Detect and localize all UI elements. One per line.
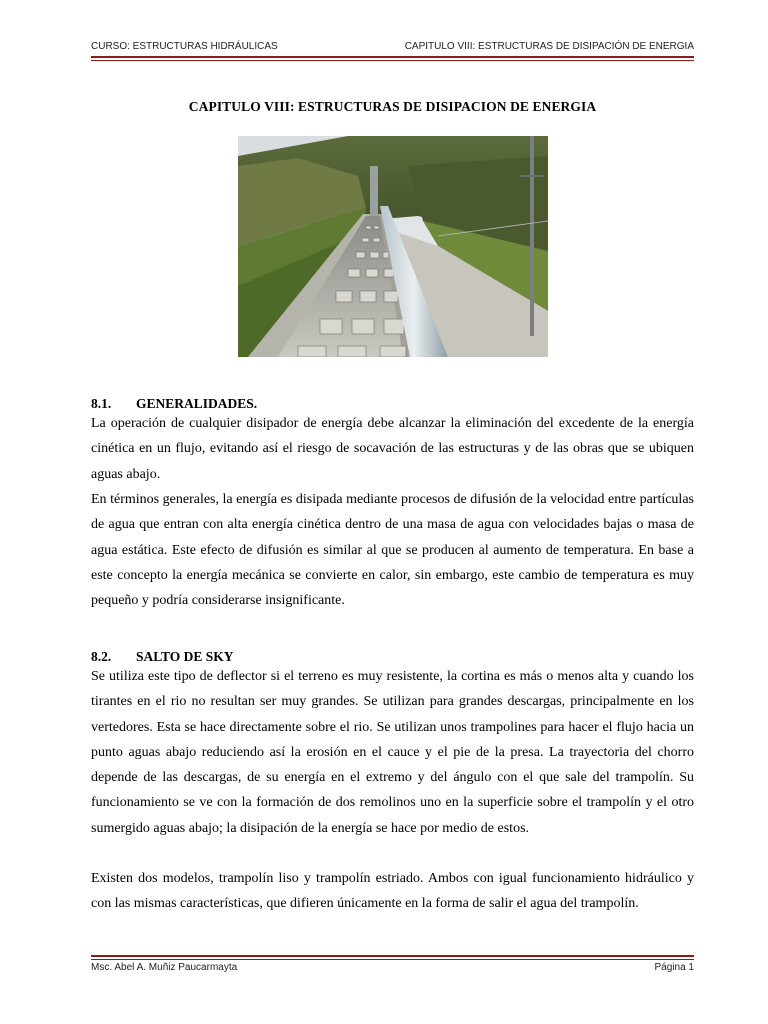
page-title: CAPITULO VIII: ESTRUCTURAS DE DISIPACION DE ENERGIA [188, 99, 597, 114]
header-rule [91, 56, 694, 58]
footer-author: Msc. Abel A. Muñiz Paucarmayta [91, 962, 238, 973]
paragraph: Se utiliza este tipo de deflector si el terreno es muy resistente, la cortina es más o menos alta y cuando los tirantes en el rio no resultan ser muy grandes. Se utilizan para grandes descargas, principalmente en los vertedores. Esta se hace directamente sobre el rio. Se utilizan unos trampolines para hacer el flujo hacia un punto aguas abajo reduciendo así la erosión en el cauce y el pie de la presa. La trayectoria del chorro depende de las descargas, de su energía en el extremo y del ángulo con el que sale del trampolín. Su funcionamiento se ve con la formación de dos remolinos uno en la superficie sobre el trampolín y el otro sumergido aguas abajo; la disipación de la energía se hace por medio de estos. [91, 669, 694, 836]
footer-rule-thin [91, 959, 694, 960]
header-course: CURSO: ESTRUCTURAS HIDRÁULICAS [91, 41, 278, 52]
footer-rule [91, 955, 694, 957]
page-number: Página 1 [654, 962, 694, 973]
section-heading-8-1 [91, 396, 257, 412]
paragraph: En términos generales, la energía es disipada mediante procesos de difusión de la velocidad entre partículas de agua que entran con alta energía cinética dentro de una masa de agua con velocidades bajas o masa de agua estática. Este efecto de difusión es similar al que se producen al aumento de temperatura. En base a este concepto la energía mecánica se convierte en calor, sin embargo, este cambio de temperatura es muy pequeño y podría considerarse insignificante. [91, 492, 694, 609]
page-header [91, 41, 694, 55]
section-number: 8.1. [91, 396, 112, 411]
page-footer [91, 962, 694, 976]
paragraph: La operación de cualquier disipador de energía debe alcanzar la eliminación del excedente de la energía cinética en un flujo, evitando así el riesgo de socavación de las estructuras y de las obras que se ubiquen aguas abajo. [91, 416, 694, 482]
section-number: 8.2. [91, 649, 112, 664]
paragraph: Existen dos modelos, trampolín liso y trampolín estriado. Ambos con igual funcionamiento hidráulico y con las mismas características, que difieren únicamente en la forma de salir el agua del trampolín. [91, 871, 694, 912]
energy-dissipator-photo [238, 136, 548, 357]
section-heading-8-2 [91, 649, 234, 665]
section-title: GENERALIDADES. [136, 396, 258, 411]
header-chapter: CAPITULO VIII: ESTRUCTURAS DE DISIPACIÓN DE ENERGIA [404, 41, 694, 52]
header-rule-thin [91, 60, 694, 61]
section-title: SALTO DE SKY [136, 649, 234, 664]
